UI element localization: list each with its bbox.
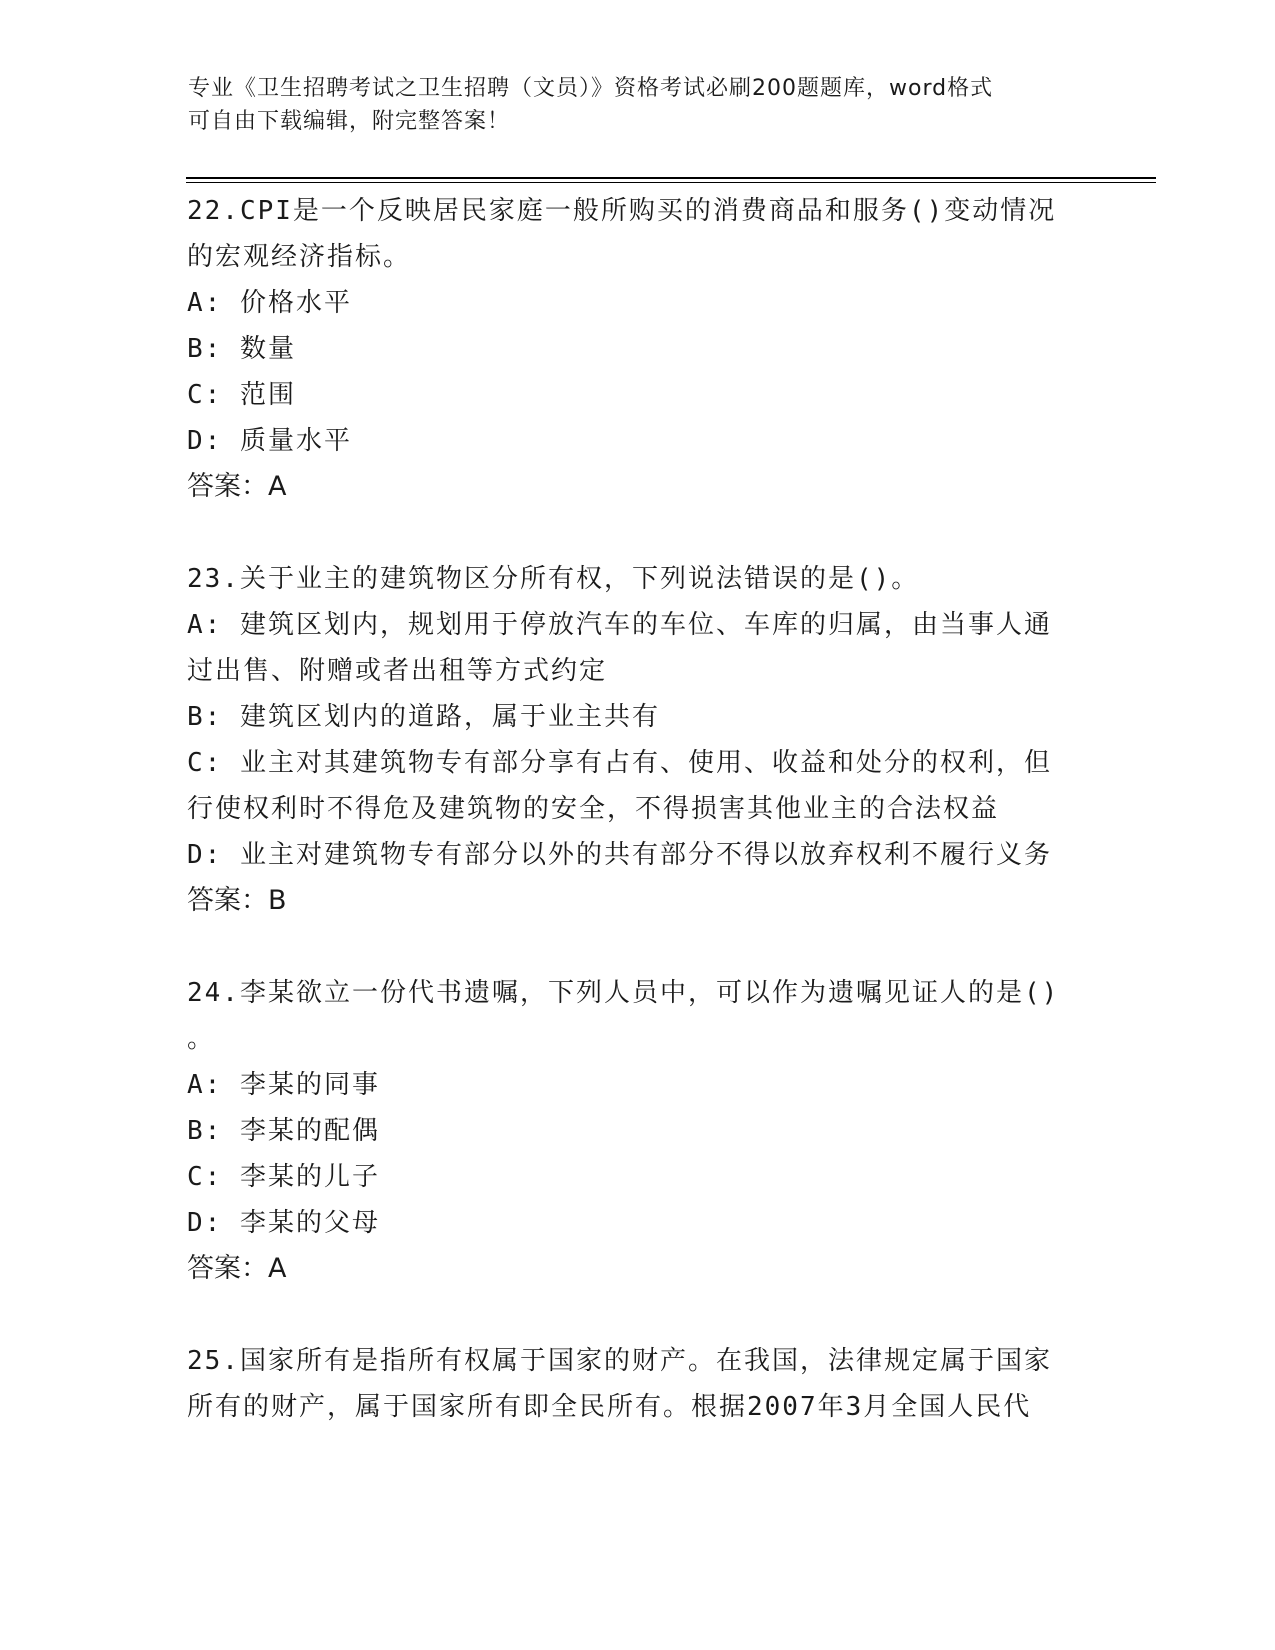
option-a: A: 李某的同事	[187, 1070, 380, 1100]
question-stem-line: 的宏观经济指标。	[187, 242, 412, 272]
answer-label: 答案：B	[187, 885, 287, 916]
question-gap	[187, 924, 1082, 970]
page-header	[188, 72, 1068, 138]
option-a: A: 价格水平	[187, 288, 352, 318]
answer-label: 答案：A	[187, 471, 287, 502]
header-rule-thick	[186, 177, 1156, 179]
question-stem-line: 25.国家所有是指所有权属于国家的财产。在我国，法律规定属于国家	[187, 1346, 1052, 1376]
option-d: D: 质量水平	[187, 426, 352, 456]
option-b: B: 建筑区划内的道路，属于业主共有	[187, 702, 660, 732]
header-line-1: 专业《卫生招聘考试之卫生招聘（文员）》资格考试必刷200题题库，word格式	[188, 76, 994, 101]
header-rule-thin	[186, 182, 1156, 183]
option-d: D: 李某的父母	[187, 1208, 380, 1238]
option-c: C: 李某的儿子	[187, 1162, 380, 1192]
question-stem-line: 。	[187, 1024, 216, 1054]
question-list	[187, 188, 1082, 1430]
question-stem-line: 23.关于业主的建筑物区分所有权，下列说法错误的是()。	[187, 564, 920, 594]
option-c: C: 业主对其建筑物专有部分享有占有、使用、收益和处分的权利，但	[187, 748, 1052, 778]
option-d: D: 业主对建筑物专有部分以外的共有部分不得以放弃权利不履行义务	[187, 840, 1052, 870]
question-stem-line: 24.李某欲立一份代书遗嘱，下列人员中，可以作为遗嘱见证人的是()	[187, 978, 1060, 1008]
header-line-2: 可自由下载编辑，附完整答案！	[188, 109, 511, 134]
answer-label: 答案：A	[187, 1253, 287, 1284]
question-23	[187, 556, 1082, 924]
option-c-continued: 行使权利时不得危及建筑物的安全，不得损害其他业主的合法权益	[187, 794, 1000, 824]
option-a: A: 建筑区划内，规划用于停放汽车的车位、车库的归属，由当事人通	[187, 610, 1052, 640]
option-b: B: 数量	[187, 334, 296, 364]
question-gap	[187, 510, 1082, 556]
question-gap	[187, 1292, 1082, 1338]
option-a-continued: 过出售、附赠或者出租等方式约定	[187, 656, 608, 686]
option-c: C: 范围	[187, 380, 296, 410]
question-25	[187, 1338, 1082, 1430]
option-b: B: 李某的配偶	[187, 1116, 380, 1146]
question-stem-line: 所有的财产，属于国家所有即全民所有。根据2007年3月全国人民代	[187, 1392, 1032, 1422]
question-stem-line: 22.CPI是一个反映居民家庭一般所购买的消费商品和服务()变动情况	[187, 196, 1057, 226]
question-22	[187, 188, 1082, 510]
question-24	[187, 970, 1082, 1292]
